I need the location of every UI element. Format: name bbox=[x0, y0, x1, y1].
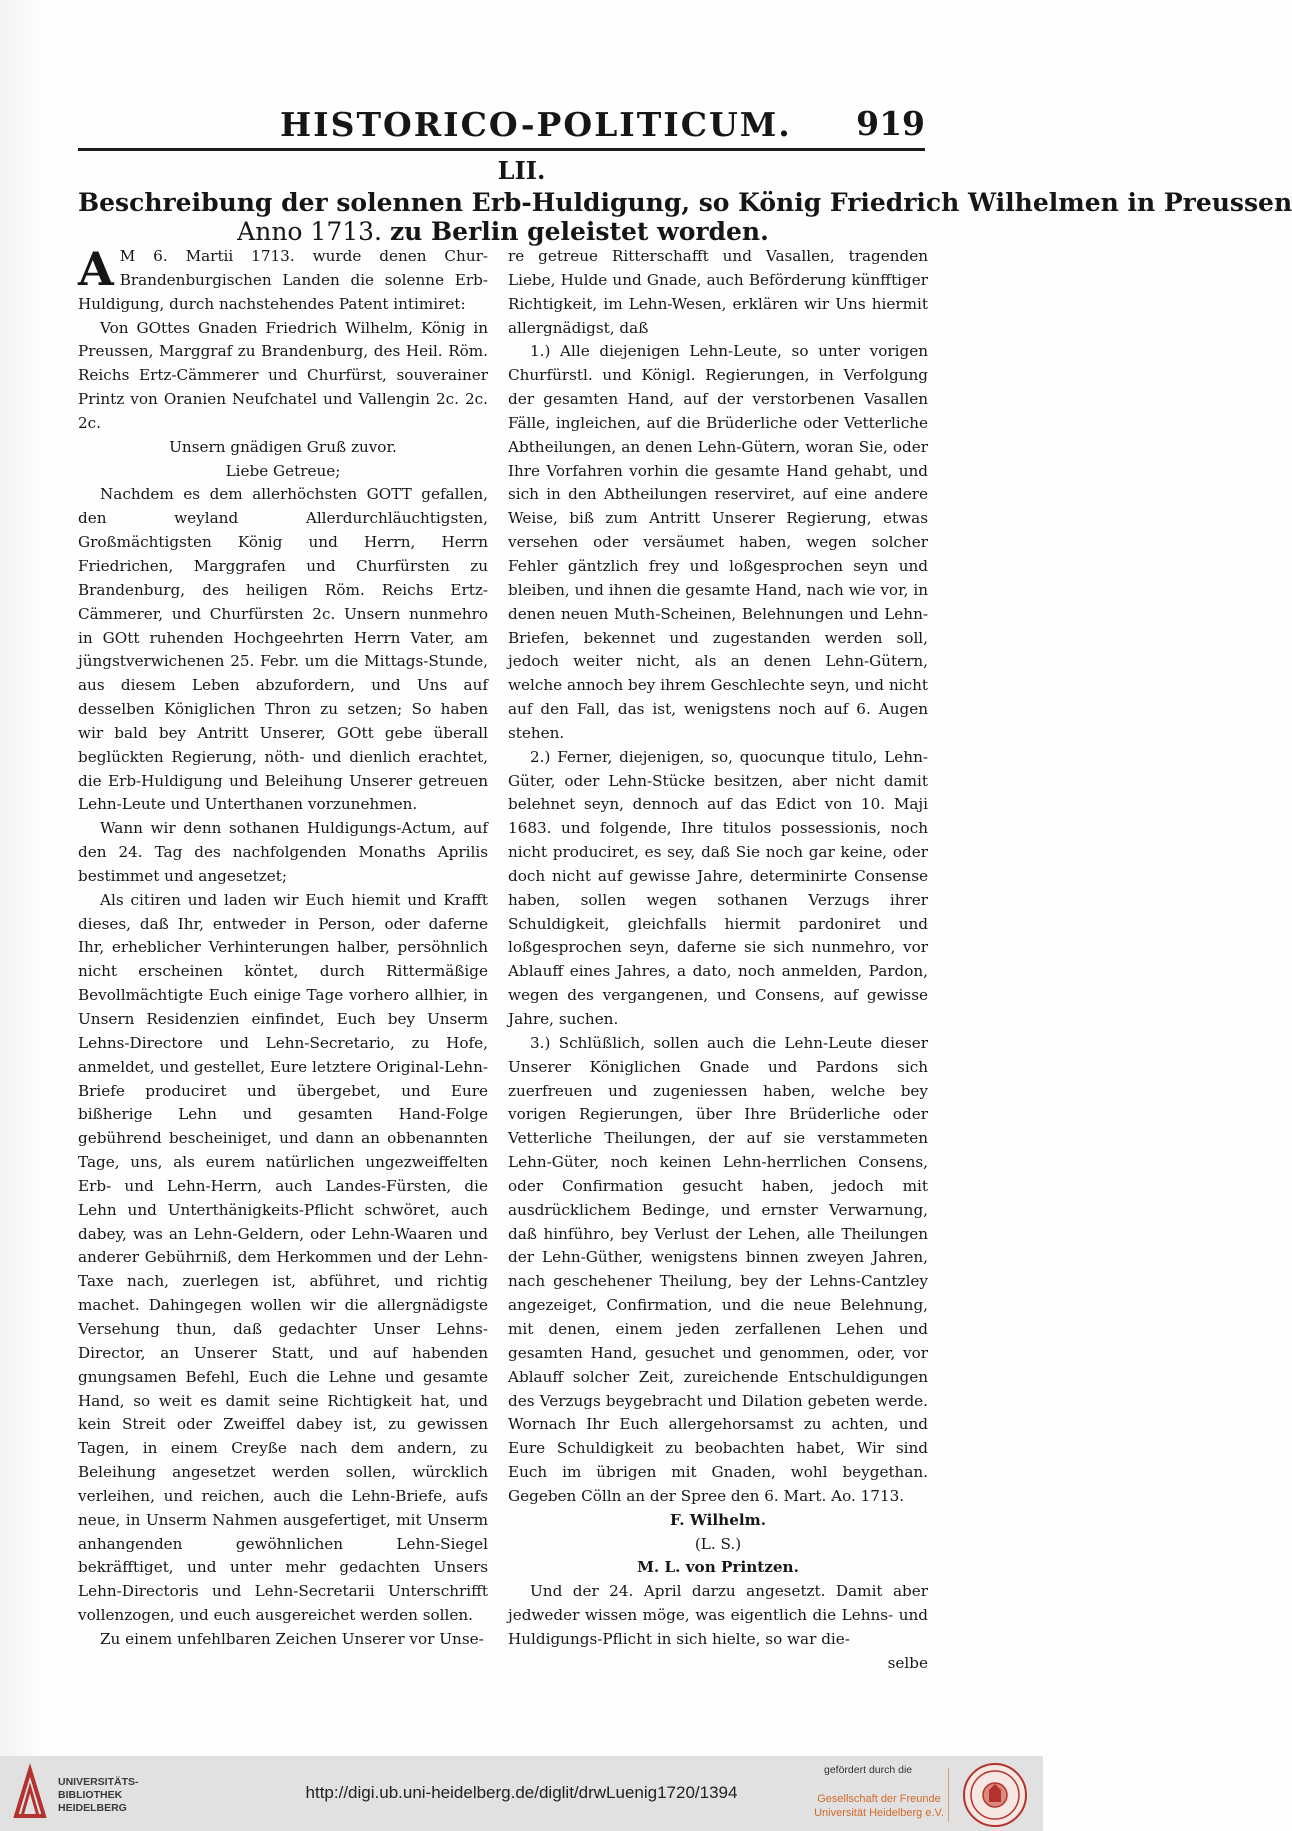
page-number: 919 bbox=[856, 104, 925, 143]
greeting: Unsern gnädigen Gruß zuvor. bbox=[169, 437, 397, 456]
catchword: selbe bbox=[887, 1653, 928, 1672]
paragraph-point-2: 2.) Ferner, diejenigen, so, quocunque titulo, Lehn-Güter, oder Lehn-Stücke besitzen, aber nicht damit belehnet seyn, dennoch auf das Edict von 10. Maji 1683. und folgende, Ihre titulos possessionis, noch nicht produciret, es sey, daß Sie noch gar keine, oder doch nicht auf gewisse Jahre, determinirte Consense haben, sollen wegen sothanen Verzugs ihrer Schuldigkeit, gleichfalls hiermit pardoniret und loßgesprochen seyn, daferne sie sich nunmehro, vor Ablauff eines Jahres, a dato, noch anmelden, Pardon, wegen des vergangenen, und Consens, auf gewisse Jahre, suchen. bbox=[508, 747, 928, 1028]
footer-divider bbox=[948, 1768, 949, 1822]
library-name-line: UNIVERSITÄTS- bbox=[58, 1776, 139, 1788]
drop-cap: A bbox=[78, 242, 114, 296]
section-title-line-1: Beschreibung der solennen Erb-Huldigung, so König Friedrich Wilhelmen in Preussen bbox=[78, 188, 1292, 217]
title-year: Anno 1713. bbox=[237, 217, 382, 246]
header-rule bbox=[78, 148, 925, 151]
society-link[interactable] bbox=[814, 1792, 944, 1820]
right-column bbox=[508, 245, 928, 1676]
opening-paragraph bbox=[78, 242, 488, 317]
title-place: zu Berlin geleistet worden. bbox=[389, 217, 769, 246]
library-name-line: HEIDELBERG bbox=[58, 1802, 127, 1814]
king-signature: F. Wilhelm. bbox=[670, 1510, 766, 1529]
running-head: HISTORICO-POLITICUM. bbox=[280, 105, 792, 144]
paragraph: Als citiren und laden wir Euch hiemit und Krafft dieses, daß Ihr, entweder in Person, oder daferne Ihr, erheblicher Verhinterungen halber, persöhnlich nicht erscheinen köntet, durch Rittermäßige Bevollmächtigte Euch einige Tage vorhero allhier, in Unsern Residenzien einfindet, Euch bey Unserm Lehns-Directore und Lehn-Secretario, zu Hofe, anmeldet, und gestellet, Eure letztere Original-Lehn-Briefe produciret und übergebet, und Eure bißherige Lehn und gesamten Hand-Folge gebührend bescheiniget, und dann an obbenannten Tage, uns, als eurem natürlichen ungezweiffelten Erb- und Lehn-Herrn, auch Landes-Fürsten, die Lehn und Unterthänigkeits-Pflicht schwöret, auch dabey, was an Lehn-Geldern, oder Lehn-Waaren und anderer Gebührniß, dem Herkommen und der Lehn-Taxe nach, zuerlegen ist, abführet, und richtig machet. Dahingegen wollen wir die allergnädigste Versehung thun, daß gedachter Unser Lehns-Director, an Unserer Statt, und auf habenden gnungsamen Befehl, Euch die Lehne und gesamte Hand, so weit es damit seine Richtigkeit hat, und kein Streit oder Zweiffel dabey ist, zu gewissen Tagen, in einem Creyße nach dem andern, zu Beleihung angesetzet werden sollen, würcklich verleihen, und reichen, auch die Lehn-Briefe, aufs neue, in Unserm Nahmen ausgefertiget, mit Unserm anhangenden gewöhnlichen Lehn-Siegel bekräfftiget, und unter mehr gedachten Unsers Lehn-Directoris und Lehn-Secretarii Unterschrifft vollenzogen, und euch ausgereichet werden sollen. bbox=[78, 890, 488, 1625]
seal-mark: (L. S.) bbox=[694, 1534, 742, 1553]
library-name-line: BIBLIOTHEK bbox=[58, 1789, 123, 1801]
royal-title-paragraph: Von GOttes Gnaden Friedrich Wilhelm, König in Preussen, Marggraf zu Brandenburg, des Heil. Röm. Reichs Ertz-Cämmerer und Churfürst, souverainer Printz von Oranien Neufchatel und Vallengin 2c. 2c. 2c. bbox=[78, 318, 488, 432]
funded-by-label: gefördert durch die bbox=[824, 1764, 913, 1776]
society-line: Universität Heidelberg e.V. bbox=[814, 1807, 944, 1819]
society-line: Gesellschaft der Freunde bbox=[817, 1793, 941, 1805]
section-number: LII. bbox=[497, 156, 546, 185]
salutation: Liebe Getreue; bbox=[225, 461, 341, 480]
paragraph: Wann wir denn sothanen Huldigungs-Actum, auf den 24. Tag des nachfolgenden Monaths Aprilis bestimmet und angesetzet; bbox=[78, 819, 488, 885]
paragraph: Nachdem es dem allerhöchsten GOTT gefallen, den weyland Allerdurchläuchtigsten, Großmächtigsten König und Herrn, Herrn Friedrichen, Marggrafen und Churfürsten zu Brandenburg, des heiligen Röm. Reichs Ertz-Cämmerer, und Churfürsten 2c. Unsern nunmehro in GOtt ruhenden Hochgeehrten Herrn Vater, am jüngstverwichenen 25. Febr. um die Mittags-Stunde, aus diesem Leben abzufordern, und Uns auf desselben Königlichen Thron zu setzen; So haben wir bald bey Antritt Unserer, GOtt gebe überall beglückten Regierung, nöth- und dienlich erachtet, die Erb-Huldigung und Beleihung Unserer getreuen Lehn-Leute und Unterthanen vorzunehmen. bbox=[78, 485, 488, 814]
paragraph: Zu einem unfehlbaren Zeichen Unserer vor Unse- bbox=[100, 1629, 484, 1648]
paragraph: Und der 24. April darzu angesetzt. Damit aber jedweder wissen möge, was eigentlich die Lehns- und Huldigungs-Pflicht in sich hielte, so war die- bbox=[508, 1582, 928, 1648]
countersignature: M. L. von Printzen. bbox=[637, 1558, 799, 1577]
paragraph-point-3: 3.) Schlüßlich, sollen auch die Lehn-Leute dieser Unserer Königlichen Gnade und Pardons sich zuerfreuen und zugeniessen haben, welche bey vorigen Regierungen, über Ihre Brüderliche oder Vetterliche Theilungen, der auf sie verstammeten Lehn-Güter, noch keinen Lehn-herrlichen Consens, oder Confirmation gesucht haben, jedoch mit ausdrücklichem Bedinge, und ernster Verwarnung, daß hinführo, bey Verlust der Lehen, alle Theilungen der Lehn-Güther, wenigstens binnen zweyen Jahren, nach geschehener Theilung, bey der Lehns-Cantzley angezeiget, Confirmation, und die neue Belehnung, mit denen, einem jeden zerfallenen Lehen und gesamten Hand, gesuchet und genommen, oder, vor Ablauff solcher Zeit, zureichende Entschuldigungen des Verzugs beygebracht und Dilation gebeten werde. Wornach Ihr Euch allergehorsamst zu achten, und Eure Schuldigkeit zu beobachten habet, Wir sind Euch im übrigen mit Gnaden, wohl beygethan. Gegeben Cölln an der Spree den 6. Mart. Ao. 1713. bbox=[508, 1033, 928, 1505]
paragraph: re getreue Ritterschafft und Vasallen, tragenden Liebe, Hulde und Gnade, auch Beförderung künfftiger Richtigkeit, im Lehn-Wesen, erklären wir Uns hiermit allergnädigst, daß bbox=[508, 247, 928, 337]
left-column bbox=[78, 242, 488, 1652]
opening-text: M 6. Martii 1713. wurde denen Chur-Brandenburgischen Landen die solenne Erb-Huldigung, durch nachstehendes Patent intimiret: bbox=[78, 247, 488, 313]
permalink-url[interactable]: http://digi.ub.uni-heidelberg.de/diglit/drwLuenig1720/1394 bbox=[305, 1783, 738, 1802]
section-title-line-2 bbox=[78, 217, 928, 246]
university-seal-icon bbox=[962, 1762, 1028, 1828]
page-gutter bbox=[0, 0, 46, 1756]
paragraph-point-1: 1.) Alle diejenigen Lehn-Leute, so unter vorigen Churfürstl. und Königl. Regierungen, in Verfolgung der gesamten Hand, auf der verstorbenen Vasallen Fälle, ingleichen, auf die Brüderliche oder Vetterliche Abtheilungen, an denen Lehn-Gütern, woran Sie, oder Ihre Vorfahren vorhin die gesamte Hand gehabt, und sich in den Abtheilungen reserviret, auf eine andere Weise, biß zum Antritt Unserer Regierung, etwas versehen oder versäumet haben, wegen solcher Fehler gäntzlich frey und loßgesprochen seyn und bleiben, und ihnen die gesamte Hand, nach wie vor, in denen neuen Muth-Scheinen, Belehnungen und Lehn-Briefen, bekennet und zugestanden werden soll, jedoch weiter nicht, als an denen Lehn-Gütern, welche annoch bey ihrem Geschlechte seyn, und nicht auf den Fall, das ist, wenigstens noch auf 6. Augen stehen. bbox=[508, 342, 928, 742]
footer-bar bbox=[0, 1756, 1043, 1831]
